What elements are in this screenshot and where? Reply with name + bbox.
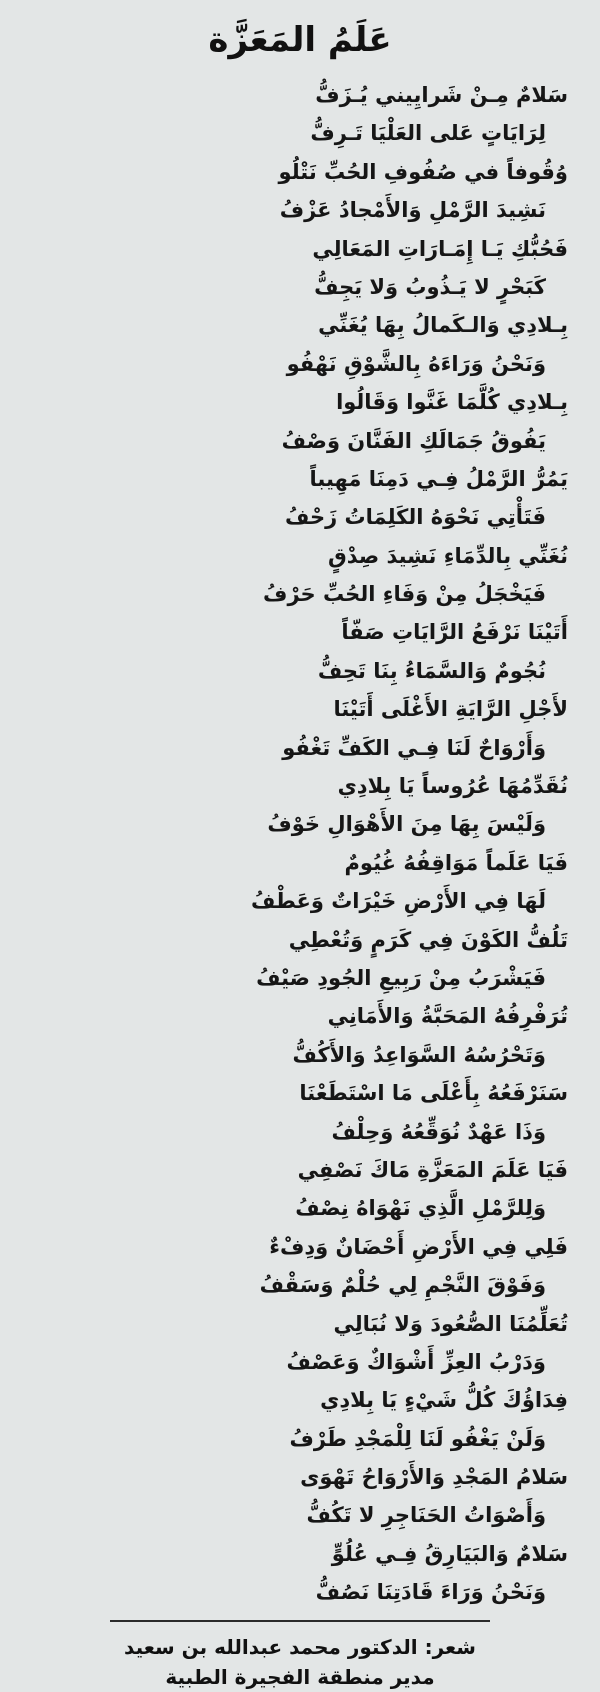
poem-line-40: وَنَحْنُ وَرَاءَ قَادَتِنَا نَصُفُّ (315, 1580, 546, 1605)
poem-line-18: وَأَرْوَاحٌ لَنَا فِـي الكَفِّ تَغْفُو (282, 735, 546, 760)
poem-line-2: لِرَايَاتٍ عَلى العَلْيَا تَـرِفُّ (310, 121, 546, 146)
poem-line-22: لَهَا فِي الأَرْضِ خَيْرَاتٌ وَعَطْفُ (251, 889, 546, 914)
poem-body (14, 76, 586, 1612)
poem-line-33: تُعَلِّمُنَا الصُّعُودَ وَلا نُبَالِي (333, 1311, 568, 1336)
poem-title: عَلَمُ المَعَزَّة (208, 20, 392, 60)
poem-line-24: فَيَشْرَبُ مِنْ رَبِيعِ الجُودِ صَيْفُ (256, 965, 546, 990)
author-credit: شعر: الدكتور محمد عبدالله بن سعيد (124, 1634, 476, 1659)
poem-line-7: بِـلادِي وَالـكَمالُ بِهَا يُغَنِّي (318, 313, 568, 338)
poem-line-11: يَمُرُّ الرَّمْلُ فِـي دَمِنَا مَهِيباً (309, 466, 568, 491)
poem-line-15: أَتَيْنَا نَرْفَعُ الرَّايَاتِ صَفّاً (341, 620, 568, 645)
poem-line-39: سَلامٌ وَالبَيَارِقُ فِـي عُلُوٍّ (331, 1541, 568, 1566)
poem-line-25: تُرَفْرِفُهُ المَحَبَّةُ وَالأَمَانِي (327, 1004, 568, 1029)
poem-line-36: وَلَنْ يَغْفُو لَنَا لِلْمَجْدِ طَرْفُ (289, 1426, 546, 1451)
poem-line-23: تَلُفُّ الكَوْنَ فِي كَرَمٍ وَتُعْطِي (288, 927, 568, 952)
poem-line-6: كَبَحْرٍ لا يَـذُوبُ وَلا يَجِفُّ (314, 274, 546, 299)
poem-line-5: فَحُبُّكِ يَـا إِمَـارَاتِ المَعَالِي (312, 236, 568, 261)
poem-line-4: نَشِيدَ الرَّمْلِ وَالأَمْجادُ عَزْفُ (279, 198, 546, 223)
poem-line-21: فَيَا عَلَماً مَوَاقِفُهُ غُيُومٌ (344, 850, 568, 875)
poem-credits (14, 1632, 586, 1692)
poem-line-3: وُقُوفاً في صُفُوفِ الحُبِّ نَتْلُو (278, 159, 568, 184)
poem-line-16: نُجُومٌ وَالسَّمَاءُ بِنَا تَحِفُّ (317, 658, 546, 683)
author-role: مدير منطقة الفجيرة الطبية (165, 1664, 435, 1689)
poem-line-37: سَلامُ المَجْدِ وَالأَرْوَاحُ تَهْوَى (300, 1465, 568, 1490)
poem-line-1: سَلامٌ مِـنْ شَرايِيني يُـزَفُّ (315, 83, 568, 107)
poem-line-30: وَلِلرَّمْلِ الَّذِي نَهْوَاهُ نِصْفُ (295, 1196, 546, 1221)
poem-line-31: فَلِي فِي الأَرْضِ أَحْضَانٌ وَدِفْءٌ (269, 1234, 568, 1259)
poem-line-29: فَيَا عَلَمَ المَعَزَّةِ مَاكَ نَصْفِي (297, 1157, 568, 1182)
credits-divider (110, 1620, 490, 1622)
poem-line-20: وَلَيْسَ بِهَا مِنَ الأَهْوَالِ خَوْفُ (267, 812, 546, 837)
poem-line-34: وَدَرْبُ العِزِّ أَشْوَاكٌ وَعَصْفُ (286, 1349, 546, 1374)
poem-line-8: وَنَحْنُ وَرَاءَهُ بِالشَّوْقِ نَهْفُو (286, 351, 546, 376)
poem-line-12: فَتَأْتِي نَحْوَهُ الكَلِمَاتُ زَحْفُ (284, 505, 546, 530)
poem-line-14: فَيَخْجَلُ مِنْ وَفَاءِ الحُبِّ حَرْفُ (263, 582, 546, 607)
poem-line-19: نُقَدِّمُهَا عُرُوساً يَا بِلادِي (337, 774, 568, 799)
poem-line-32: وَفَوْقَ النَّجْمِ لِي حُلْمٌ وَسَقْفُ (259, 1273, 546, 1298)
poem-line-27: سَنَرْفَعُهُ بِأَعْلَى مَا اسْتَطَعْنَا (299, 1081, 568, 1106)
poem-line-10: يَفُوقُ جَمَالَكِ الفَنَّانَ وَصْفُ (281, 428, 546, 453)
poem-line-17: لأَجْلِ الرَّايَةِ الأَغْلَى أَتَيْنَا (333, 697, 568, 722)
poem-line-26: وَتَحْرُسُهُ السَّوَاعِدُ وَالأَكُفُّ (292, 1042, 546, 1067)
poem-line-28: وَذَا عَهْدٌ نُوَقِّعُهُ وَحِلْفُ (331, 1119, 546, 1144)
poem-line-35: فِدَاؤُكَ كُلُّ شَيْءٍ يَا بِلادِي (320, 1388, 568, 1413)
poem-line-9: بِـلادِي كُلَّمَا غَنَّوا وَقَالُوا (336, 390, 568, 415)
poem-line-38: وَأَصْوَاتُ الحَنَاجِرِ لا تَكُفُّ (306, 1503, 546, 1528)
poem-line-13: نُغَنِّي بِالدِّمَاءِ نَشِيدَ صِدْقٍ (327, 543, 568, 568)
